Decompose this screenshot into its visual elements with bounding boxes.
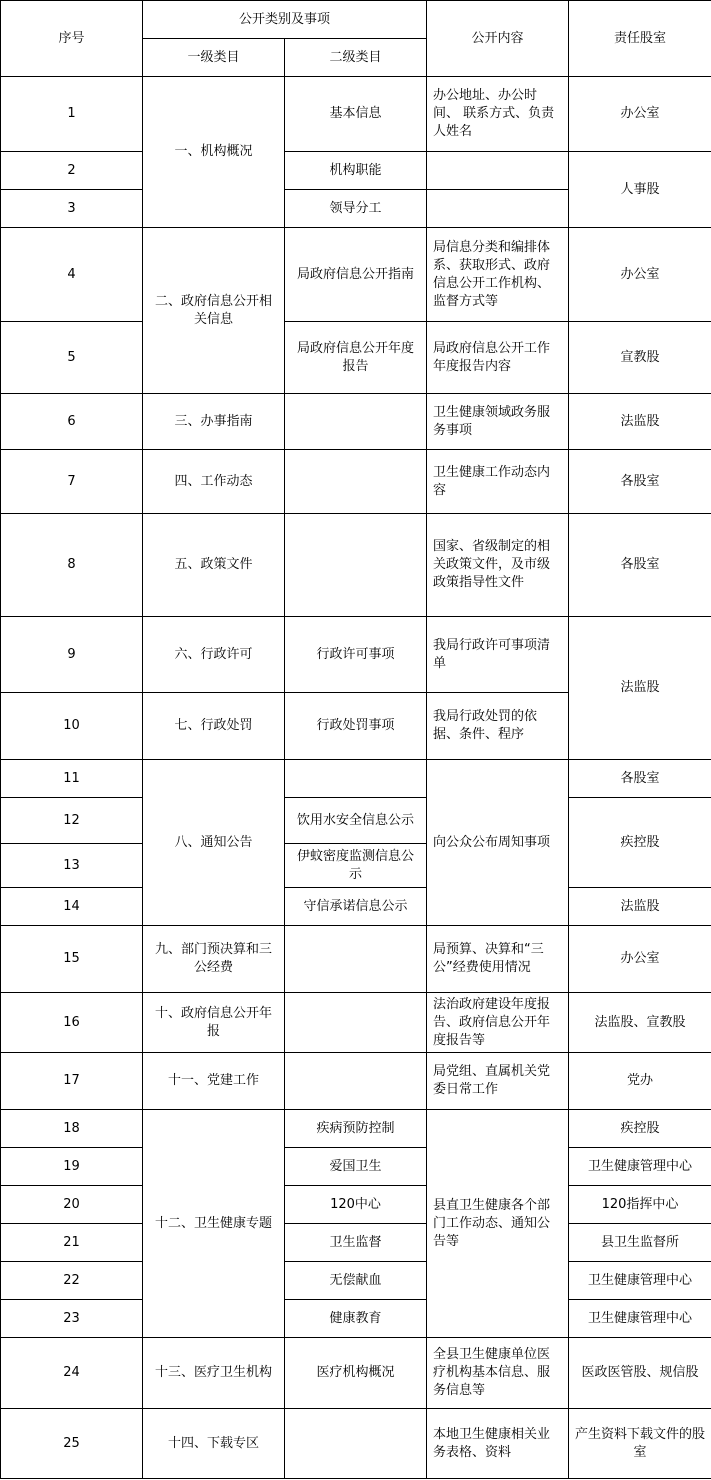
responsible-dept: 各股室 — [569, 450, 711, 514]
table-row — [1, 152, 711, 190]
level2-category: 局政府信息公开年度报告 — [285, 322, 427, 394]
disclosure-content: 本地卫生健康相关业务表格、资料 — [427, 1409, 569, 1479]
disclosure-content: 我局行政处罚的依据、条件、程序 — [427, 693, 569, 760]
level2-category: 卫生监督 — [285, 1224, 427, 1262]
responsible-dept: 卫生健康管理中心 — [569, 1148, 711, 1186]
row-no: 18 — [1, 1110, 143, 1148]
level1-category: 四、工作动态 — [143, 450, 285, 514]
level1-category: 十四、下载专区 — [143, 1409, 285, 1479]
responsible-dept: 各股室 — [569, 514, 711, 617]
responsible-dept: 法监股 — [569, 617, 711, 760]
table-row — [1, 1110, 711, 1148]
responsible-dept: 医政医管股、规信股 — [569, 1338, 711, 1409]
level2-category: 领导分工 — [285, 190, 427, 228]
row-no: 19 — [1, 1148, 143, 1186]
responsible-dept: 卫生健康管理中心 — [569, 1300, 711, 1338]
responsible-dept: 卫生健康管理中心 — [569, 1262, 711, 1300]
level2-category: 机构职能 — [285, 152, 427, 190]
row-no: 13 — [1, 844, 143, 888]
level1-category: 六、行政许可 — [143, 617, 285, 693]
row-no: 15 — [1, 926, 143, 993]
responsible-dept: 法监股、宣教股 — [569, 993, 711, 1053]
table-row — [1, 888, 711, 926]
level2-category: 医疗机构概况 — [285, 1338, 427, 1409]
level2-category — [285, 450, 427, 514]
level1-category: 九、部门预决算和三公经费 — [143, 926, 285, 993]
level2-category — [285, 993, 427, 1053]
responsible-dept: 宣教股 — [569, 322, 711, 394]
level1-category: 十三、医疗卫生机构 — [143, 1338, 285, 1409]
responsible-dept: 疾控股 — [569, 798, 711, 888]
responsible-dept: 各股室 — [569, 760, 711, 798]
row-no: 5 — [1, 322, 143, 394]
table-row — [1, 1186, 711, 1224]
row-no: 6 — [1, 394, 143, 450]
header-level1: 一级类目 — [143, 39, 285, 77]
table-row — [1, 1338, 711, 1409]
level2-category: 健康教育 — [285, 1300, 427, 1338]
responsible-dept: 县卫生监督所 — [569, 1224, 711, 1262]
level2-category — [285, 394, 427, 450]
table-row — [1, 514, 711, 617]
level2-category — [285, 514, 427, 617]
disclosure-content: 法治政府建设年度报告、政府信息公开年度报告等 — [427, 993, 569, 1053]
level1-category: 三、办事指南 — [143, 394, 285, 450]
table-row — [1, 77, 711, 152]
disclosure-content: 国家、省级制定的相关政策文件，及市级政策指导性文件 — [427, 514, 569, 617]
row-no: 8 — [1, 514, 143, 617]
disclosure-content: 卫生健康工作动态内容 — [427, 450, 569, 514]
responsible-dept: 120指挥中心 — [569, 1186, 711, 1224]
disclosure-content: 我局行政许可事项清单 — [427, 617, 569, 693]
header-dept: 责任股室 — [569, 1, 711, 77]
level1-category: 二、政府信息公开相关信息 — [143, 228, 285, 394]
disclosure-content — [427, 152, 569, 190]
table-row — [1, 1409, 711, 1479]
table-row — [1, 1224, 711, 1262]
level2-category — [285, 926, 427, 993]
responsible-dept: 疾控股 — [569, 1110, 711, 1148]
row-no: 1 — [1, 77, 143, 152]
table-row — [1, 760, 711, 798]
table-row — [1, 1300, 711, 1338]
level1-category: 五、政策文件 — [143, 514, 285, 617]
responsible-dept: 法监股 — [569, 394, 711, 450]
row-no: 21 — [1, 1224, 143, 1262]
row-no: 25 — [1, 1409, 143, 1479]
level2-category — [285, 760, 427, 798]
row-no: 22 — [1, 1262, 143, 1300]
level1-category: 十二、卫生健康专题 — [143, 1110, 285, 1338]
row-no: 20 — [1, 1186, 143, 1224]
table-row — [1, 798, 711, 844]
table-row — [1, 1148, 711, 1186]
level2-category: 饮用水安全信息公示 — [285, 798, 427, 844]
row-no: 16 — [1, 993, 143, 1053]
disclosure-content: 局党组、直属机关党委日常工作 — [427, 1053, 569, 1110]
row-no: 3 — [1, 190, 143, 228]
row-no: 4 — [1, 228, 143, 322]
table-row — [1, 450, 711, 514]
table-row — [1, 394, 711, 450]
row-no: 23 — [1, 1300, 143, 1338]
level1-category: 十、政府信息公开年报 — [143, 993, 285, 1053]
disclosure-content: 局政府信息公开工作年度报告内容 — [427, 322, 569, 394]
disclosure-content: 卫生健康领域政务服务事项 — [427, 394, 569, 450]
row-no: 2 — [1, 152, 143, 190]
header-category-group: 公开类别及事项 — [143, 1, 427, 39]
row-no: 12 — [1, 798, 143, 844]
row-no: 9 — [1, 617, 143, 693]
header-no: 序号 — [1, 1, 143, 77]
row-no: 14 — [1, 888, 143, 926]
table-row — [1, 228, 711, 322]
disclosure-content: 局预算、决算和“三公”经费使用情况 — [427, 926, 569, 993]
level2-category — [285, 1053, 427, 1110]
responsible-dept: 党办 — [569, 1053, 711, 1110]
disclosure-content: 办公地址、办公时间、 联系方式、负责人姓名 — [427, 77, 569, 152]
table-row — [1, 1053, 711, 1110]
row-no: 11 — [1, 760, 143, 798]
row-no: 24 — [1, 1338, 143, 1409]
table-row — [1, 926, 711, 993]
level2-category: 局政府信息公开指南 — [285, 228, 427, 322]
disclosure-content: 全县卫生健康单位医疗机构基本信息、服务信息等 — [427, 1338, 569, 1409]
level2-category — [285, 1409, 427, 1479]
table-row — [1, 617, 711, 693]
level2-category: 疾病预防控制 — [285, 1110, 427, 1148]
responsible-dept: 办公室 — [569, 77, 711, 152]
level2-category: 行政许可事项 — [285, 617, 427, 693]
table-row — [1, 993, 711, 1053]
level1-category: 十一、党建工作 — [143, 1053, 285, 1110]
disclosure-content: 局信息分类和编排体系、获取形式、政府信息公开工作机构、监督方式等 — [427, 228, 569, 322]
level1-category: 一、机构概况 — [143, 77, 285, 228]
row-no: 10 — [1, 693, 143, 760]
level2-category: 守信承诺信息公示 — [285, 888, 427, 926]
disclosure-content: 向公众公布周知事项 — [427, 760, 569, 926]
disclosure-content: 县直卫生健康各个部门工作动态、通知公告等 — [427, 1110, 569, 1338]
responsible-dept: 人事股 — [569, 152, 711, 228]
level2-category: 基本信息 — [285, 77, 427, 152]
level2-category: 爱国卫生 — [285, 1148, 427, 1186]
row-no: 17 — [1, 1053, 143, 1110]
responsible-dept: 办公室 — [569, 228, 711, 322]
table-row — [1, 1262, 711, 1300]
level2-category: 120中心 — [285, 1186, 427, 1224]
responsible-dept: 法监股 — [569, 888, 711, 926]
header-level2: 二级类目 — [285, 39, 427, 77]
level1-category: 七、行政处罚 — [143, 693, 285, 760]
disclosure-content — [427, 190, 569, 228]
row-no: 7 — [1, 450, 143, 514]
responsible-dept: 产生资料下载文件的股室 — [569, 1409, 711, 1479]
level2-category: 行政处罚事项 — [285, 693, 427, 760]
header-content: 公开内容 — [427, 1, 569, 77]
table-row — [1, 322, 711, 394]
level2-category: 无偿献血 — [285, 1262, 427, 1300]
responsible-dept: 办公室 — [569, 926, 711, 993]
level2-category: 伊蚊密度监测信息公示 — [285, 844, 427, 888]
level1-category: 八、通知公告 — [143, 760, 285, 926]
